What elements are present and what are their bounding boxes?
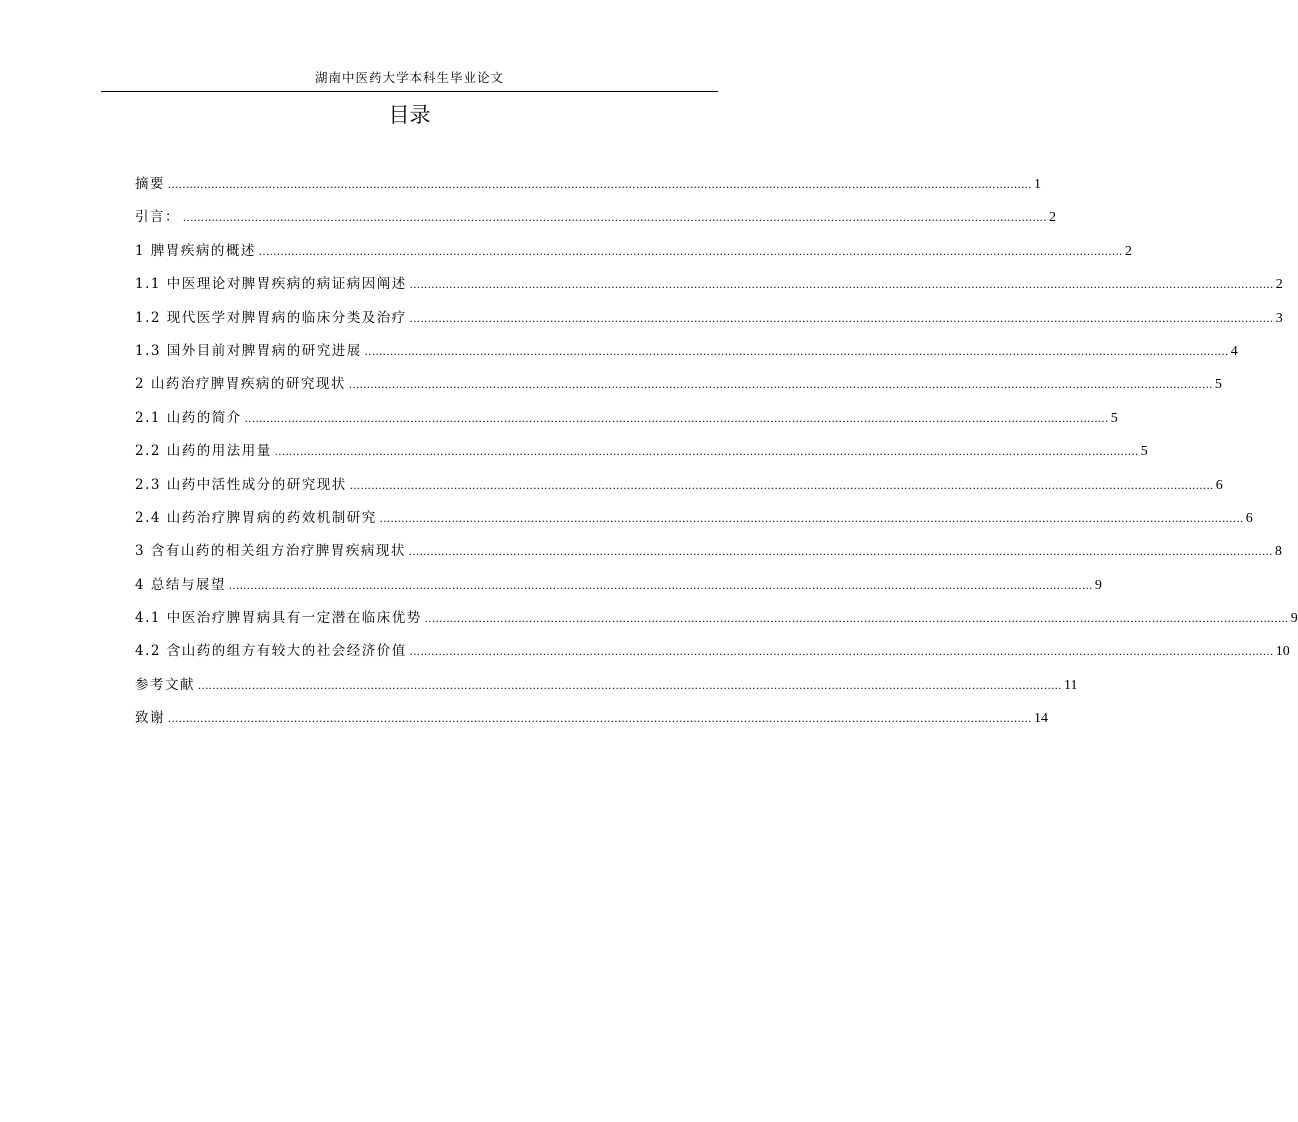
- toc-leader-dots: ................................................................................................................................................................................................................................................: [258, 243, 1123, 258]
- toc-entry[interactable]: [135, 574, 1102, 607]
- toc-leader-dots: ................................................................................................................................................................................................................................................: [244, 410, 1109, 425]
- toc-entry-page: 6: [1215, 477, 1223, 493]
- toc-entry-page: 10: [1275, 644, 1290, 660]
- toc-entry[interactable]: [135, 340, 1238, 373]
- toc-entry-label: 4 总结与展望: [135, 576, 226, 593]
- toc-entry[interactable]: [135, 540, 1282, 573]
- running-header: 湖南中医药大学本科生毕业论文: [314, 70, 504, 85]
- toc-entry-label: 1 脾胃疾病的概述: [135, 242, 256, 259]
- toc-entry-page: 3: [1275, 310, 1283, 326]
- toc-leader-dots: ................................................................................................................................................................................................................................................: [349, 477, 1214, 492]
- toc-entry[interactable]: [135, 674, 1078, 707]
- toc-entry-label: 1.1 中医理论对脾胃疾病的病证病因阐述: [135, 276, 407, 293]
- toc-entry-page: 2: [1049, 210, 1056, 226]
- toc-entry[interactable]: [135, 607, 1298, 640]
- toc-entry-label: 1.3 国外目前对脾胃病的研究进展: [135, 342, 362, 359]
- toc-leader-dots: ................................................................................................................................................................................................................................................: [364, 343, 1229, 358]
- toc-leader-dots: ................................................................................................................................................................................................................................................: [379, 510, 1244, 525]
- toc-entry-label: 2.2 山药的用法用量: [135, 443, 272, 460]
- toc-leader-dots: ................................................................................................................................................................................................................................................: [424, 611, 1289, 626]
- toc-entry-page: 9: [1290, 611, 1298, 627]
- toc-entry-label: 致谢: [135, 710, 165, 727]
- toc-leader-dots: ................................................................................................................................................................................................................................................: [409, 644, 1274, 659]
- toc-entry-label: 3 含有山药的相关组方治疗脾胃疾病现状: [135, 543, 406, 560]
- toc-entry-page: 5: [1214, 377, 1222, 393]
- toc-leader-dots: ................................................................................................................................................................................................................................................: [228, 577, 1093, 592]
- toc-entry-page: 6: [1245, 510, 1253, 526]
- toc-entry[interactable]: [135, 307, 1283, 340]
- toc-entry[interactable]: [135, 507, 1253, 540]
- toc-entry-page: 1: [1034, 177, 1041, 192]
- toc-entry[interactable]: [135, 173, 1041, 206]
- toc-entry-page: 11: [1064, 677, 1078, 693]
- toc-entry-label: 4.2 含山药的组方有较大的社会经济价值: [135, 643, 407, 660]
- toc-leader-dots: ................................................................................................................................................................................................................................................: [198, 677, 1062, 692]
- toc-entry-label: 2 山药治疗脾胃疾病的研究现状: [135, 376, 346, 393]
- page-title: 目录: [388, 103, 431, 127]
- table-of-contents: [135, 173, 1298, 741]
- toc-leader-dots: ................................................................................................................................................................................................................................................: [409, 310, 1274, 325]
- toc-entry[interactable]: [135, 273, 1283, 306]
- toc-entry-label: 2.3 山药中活性成分的研究现状: [135, 476, 347, 493]
- header-rule: [101, 91, 718, 92]
- toc-entry-label: 引言：: [135, 209, 180, 226]
- toc-entry-page: 5: [1110, 410, 1118, 426]
- toc-entry-label: 2.1 山药的简介: [135, 409, 242, 426]
- toc-entry-page: 8: [1274, 544, 1282, 560]
- toc-leader-dots: ................................................................................................................................................................................................................................................: [168, 711, 1032, 726]
- toc-entry[interactable]: [135, 407, 1118, 440]
- toc-entry-page: 9: [1094, 577, 1102, 593]
- toc-entry-page: 14: [1034, 711, 1048, 727]
- toc-entry-label: 参考文献: [135, 676, 195, 693]
- toc-leader-dots: ................................................................................................................................................................................................................................................: [183, 210, 1047, 225]
- toc-leader-dots: ................................................................................................................................................................................................................................................: [348, 377, 1213, 392]
- toc-entry-label: 4.1 中医治疗脾胃病具有一定潜在临床优势: [135, 610, 422, 627]
- toc-entry-page: 5: [1140, 444, 1148, 460]
- toc-entry-label: 摘要: [135, 176, 165, 192]
- toc-entry-page: 2: [1124, 243, 1132, 259]
- toc-leader-dots: ................................................................................................................................................................................................................................................: [409, 277, 1274, 292]
- toc-entry-page: 4: [1230, 343, 1238, 359]
- toc-entry[interactable]: [135, 206, 1056, 239]
- toc-entry-label: 2.4 山药治疗脾胃病的药效机制研究: [135, 509, 377, 526]
- toc-entry[interactable]: [135, 707, 1048, 740]
- toc-leader-dots: ................................................................................................................................................................................................................................................: [408, 544, 1273, 559]
- toc-entry[interactable]: [135, 474, 1223, 507]
- toc-entry[interactable]: [135, 373, 1222, 406]
- toc-leader-dots: ................................................................................................................................................................................................................................................: [168, 177, 1032, 191]
- toc-leader-dots: ................................................................................................................................................................................................................................................: [274, 444, 1139, 459]
- toc-entry[interactable]: [135, 640, 1290, 673]
- toc-entry[interactable]: [135, 440, 1148, 473]
- toc-entry[interactable]: [135, 240, 1132, 273]
- toc-entry-label: 1.2 现代医学对脾胃病的临床分类及治疗: [135, 309, 407, 326]
- toc-entry-page: 2: [1275, 277, 1283, 293]
